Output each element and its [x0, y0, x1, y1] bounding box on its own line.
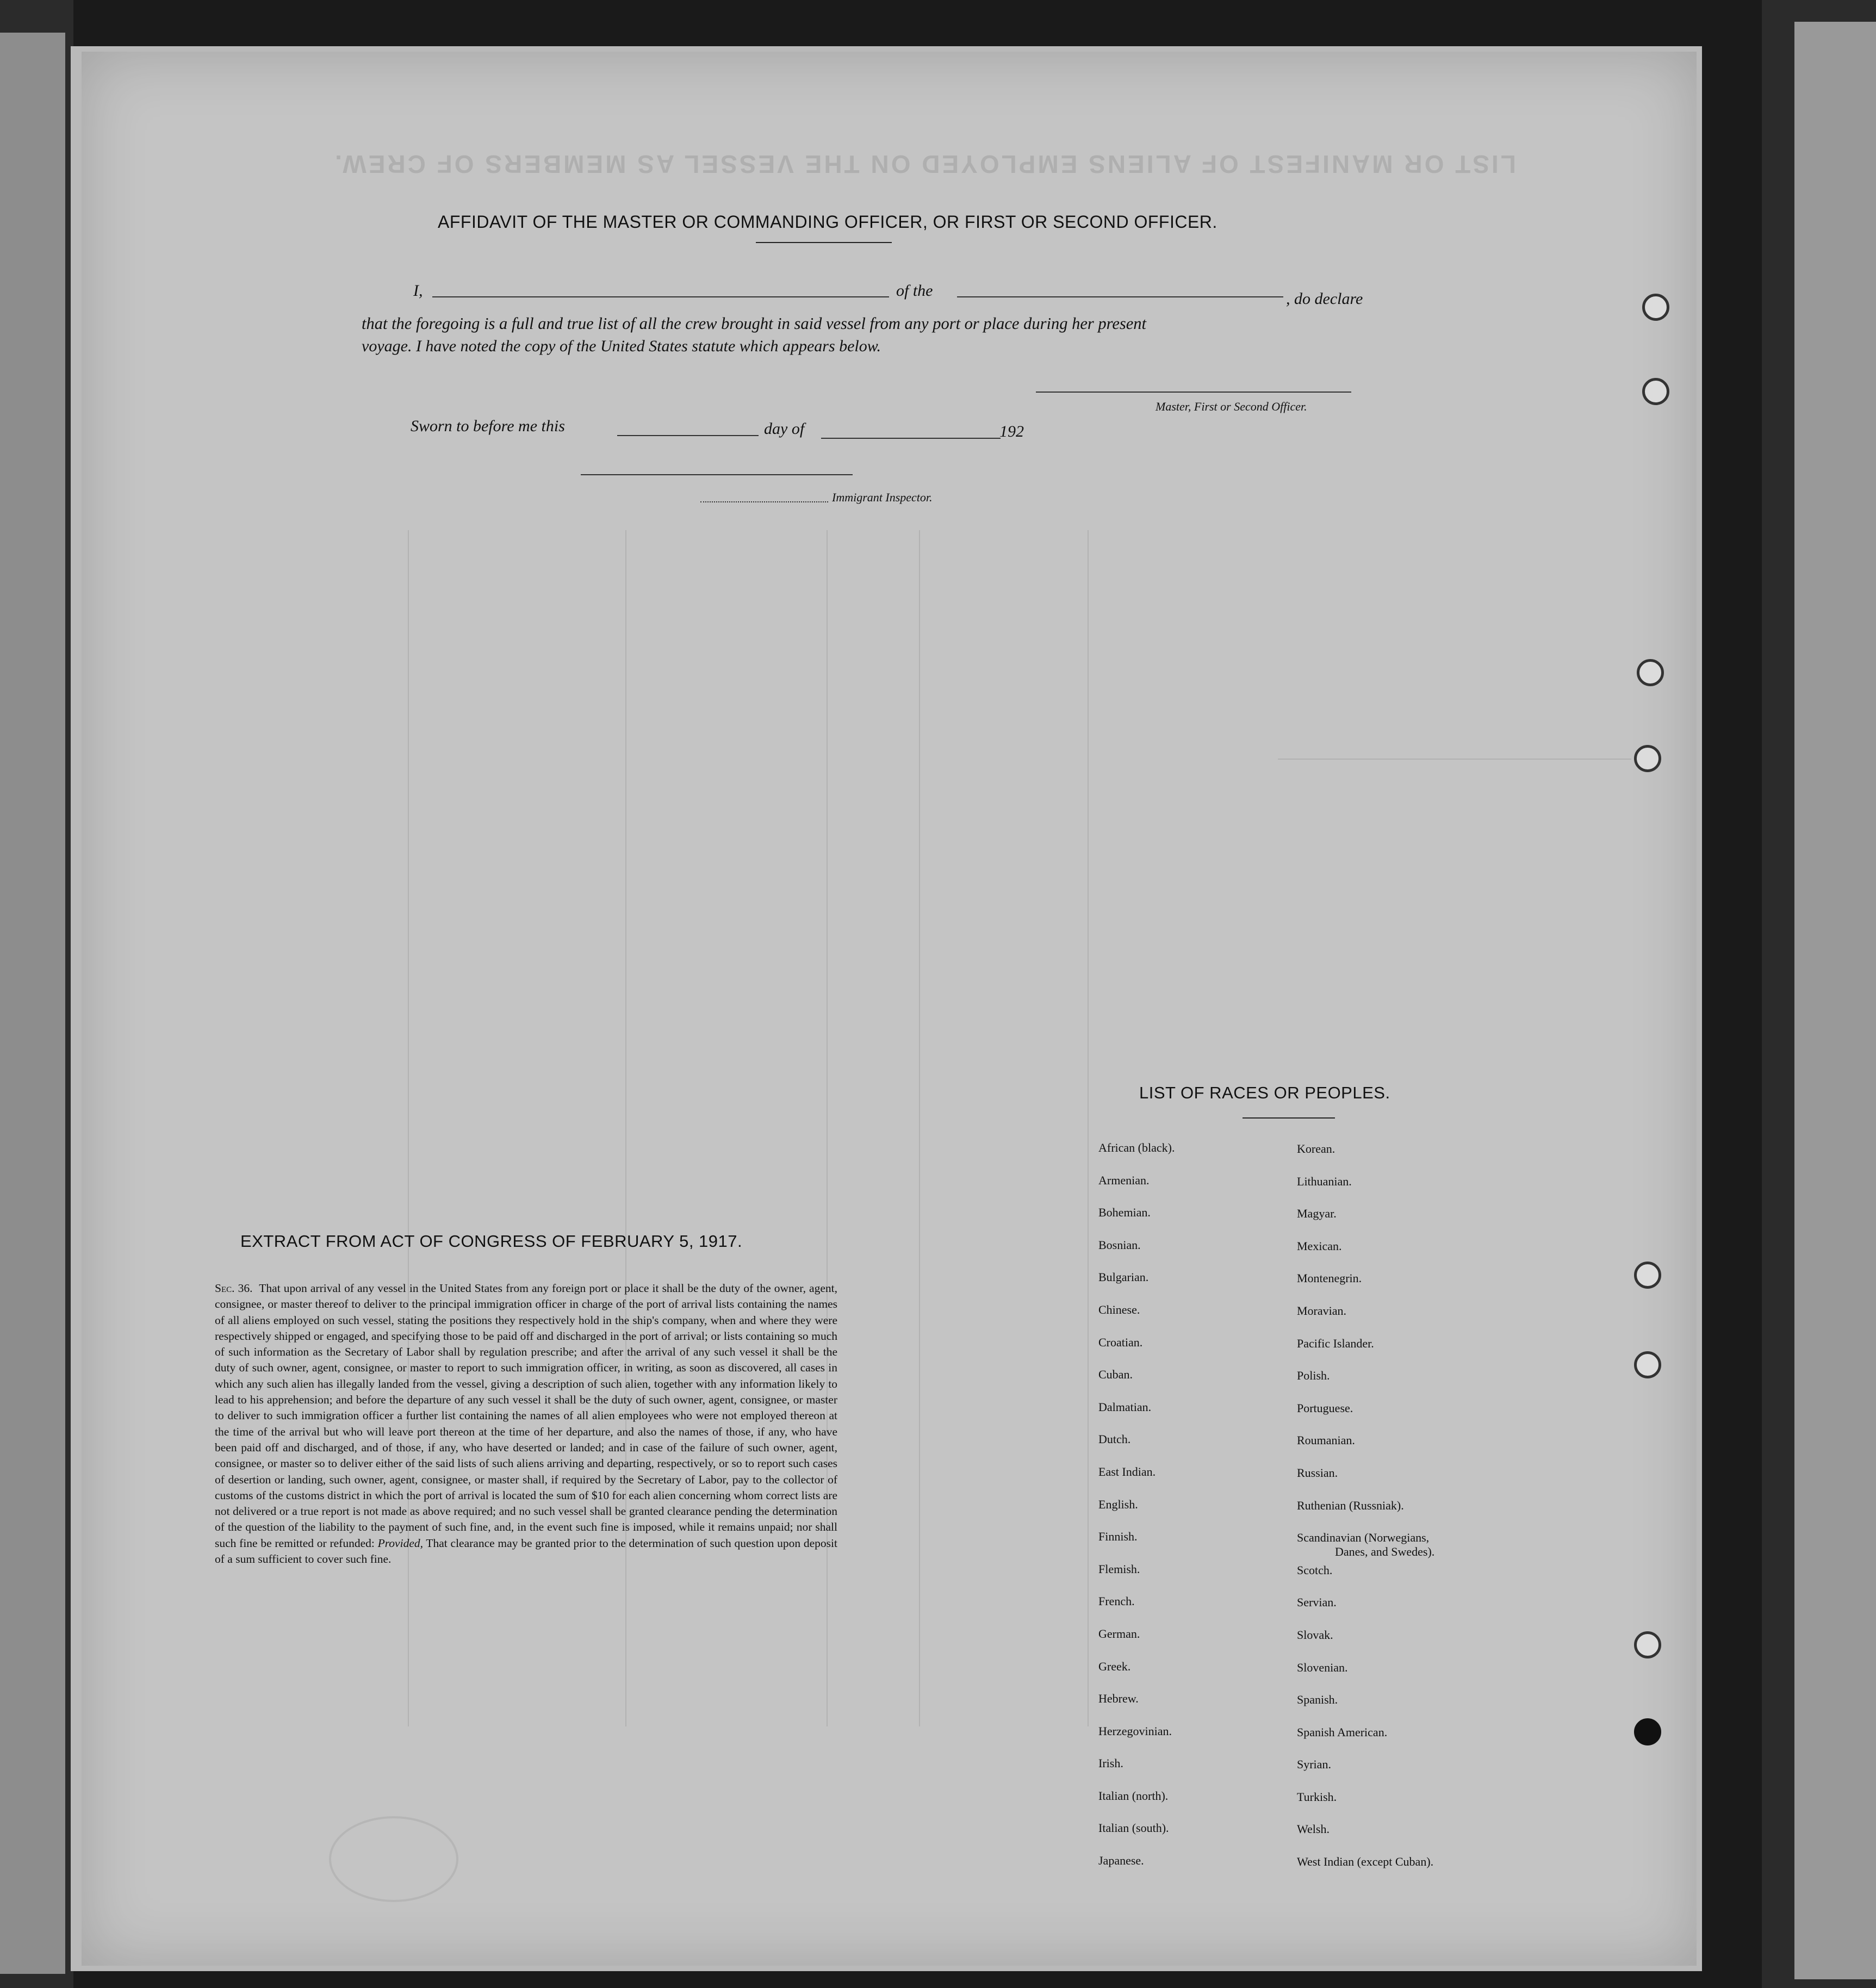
- race-item: Chinese.: [1098, 1302, 1140, 1316]
- statute-body-2: That clearance may be granted prior to the determination of such question upon deposit of a sum sufficient to cover such fine.: [215, 1536, 837, 1566]
- race-item: Hebrew.: [1098, 1692, 1139, 1706]
- bleed-rule: [1088, 530, 1089, 1726]
- race-item: Roumanian.: [1297, 1433, 1355, 1447]
- race-item: Greek.: [1098, 1659, 1131, 1673]
- race-item: Cuban.: [1098, 1368, 1133, 1382]
- races-title: LIST OF RACES OR PEOPLES.: [1139, 1083, 1390, 1102]
- officer-signature-line: [1036, 392, 1351, 393]
- faded-stamp: [329, 1816, 458, 1902]
- race-item: Irish.: [1098, 1756, 1123, 1770]
- sworn-text: Sworn to before me this: [411, 417, 565, 435]
- document-page: [82, 52, 1697, 1966]
- races-list-left: [1098, 1141, 1175, 1886]
- race-item: Welsh.: [1297, 1822, 1330, 1836]
- race-item: Italian (north).: [1098, 1788, 1169, 1803]
- race-item: Bosnian.: [1098, 1238, 1141, 1252]
- binder-hole-icon: [1634, 745, 1661, 772]
- inspector-signature-line: [581, 474, 853, 475]
- race-item: Magyar.: [1297, 1207, 1337, 1221]
- extract-title: EXTRACT FROM ACT OF CONGRESS OF FEBRUARY 5, 1917.: [240, 1232, 743, 1251]
- race-item: French.: [1098, 1594, 1135, 1608]
- race-item: Croatian.: [1098, 1335, 1143, 1349]
- binder-hole-icon: [1642, 294, 1669, 321]
- declarant-prefix: I,: [413, 282, 423, 300]
- race-item: Finnish.: [1098, 1530, 1138, 1544]
- declaration-line-2: that the foregoing is a full and true list of all the crew brought in said vessel from any port or place during her present: [362, 314, 1147, 333]
- year-prefix: 192: [999, 423, 1024, 440]
- race-item: Korean.: [1297, 1142, 1335, 1155]
- race-item: Mexican.: [1297, 1239, 1342, 1253]
- bleed-rule: [1278, 759, 1631, 760]
- race-item: Japanese.: [1098, 1854, 1144, 1868]
- race-item: Italian (south).: [1098, 1821, 1169, 1835]
- binder-hole-icon: [1634, 1718, 1661, 1745]
- race-item: Slovak.: [1297, 1627, 1333, 1642]
- inspector-label: Immigrant Inspector.: [832, 490, 933, 504]
- race-item: Portuguese.: [1297, 1401, 1353, 1415]
- race-item: Russian.: [1297, 1465, 1338, 1480]
- declaration-line-3: voyage. I have noted the copy of the United States statute which appears below.: [362, 337, 881, 355]
- race-item: German.: [1098, 1626, 1140, 1641]
- race-item: Slovenian.: [1297, 1660, 1348, 1674]
- race-item: Scandinavian (Norwegians, Danes, and Swedes).: [1297, 1531, 1435, 1559]
- inspector-name-line: [700, 501, 828, 502]
- day-of-text: day of: [764, 420, 805, 438]
- races-title-underline: [1243, 1117, 1335, 1119]
- race-item: Bohemian.: [1098, 1206, 1151, 1220]
- affidavit-title: AFFIDAVIT OF THE MASTER OR COMMANDING OFFICER, OR FIRST OR SECOND OFFICER.: [438, 212, 1217, 232]
- title-underline: [756, 242, 892, 243]
- binder-hole-icon: [1642, 378, 1669, 405]
- race-item: African (black).: [1098, 1141, 1175, 1154]
- race-item: East Indian.: [1098, 1464, 1156, 1478]
- binder-hole-icon: [1634, 1351, 1661, 1378]
- race-item: Flemish.: [1098, 1562, 1140, 1576]
- do-declare-text: , do declare: [1286, 290, 1363, 308]
- adjacent-page-left: [0, 33, 65, 1974]
- of-the-text: of the: [896, 282, 933, 300]
- race-item: Dalmatian.: [1098, 1400, 1152, 1414]
- race-item: Ruthenian (Russniak).: [1297, 1498, 1404, 1512]
- binder-hole-icon: [1637, 659, 1664, 686]
- bleed-rule: [919, 530, 920, 1726]
- statute-text: [215, 1281, 837, 1567]
- vessel-name-field: [957, 296, 1283, 297]
- race-item: Syrian.: [1297, 1757, 1331, 1772]
- declarant-name-field: [432, 296, 889, 297]
- sworn-month-field: [821, 438, 1001, 439]
- binder-hole-icon: [1634, 1631, 1661, 1658]
- race-item: Spanish.: [1297, 1693, 1338, 1707]
- section-label: Sec. 36.: [215, 1282, 253, 1295]
- race-item: West Indian (except Cuban).: [1297, 1855, 1434, 1869]
- race-item: Scotch.: [1297, 1563, 1333, 1577]
- race-item: Herzegovinian.: [1098, 1724, 1172, 1738]
- race-item: Montenegrin.: [1297, 1271, 1362, 1285]
- binder-hole-icon: [1634, 1262, 1661, 1289]
- race-item: English.: [1098, 1497, 1138, 1511]
- race-item: Bulgarian.: [1098, 1270, 1149, 1284]
- race-item: Spanish American.: [1297, 1725, 1388, 1739]
- race-item: Lithuanian.: [1297, 1174, 1352, 1188]
- statute-body-1: That upon arrival of any vessel in the United States from any foreign port or place it shall be the duty of the owner, agent, consignee, or master thereof to deliver to the principal immigration officer in charge of the port of arrival lists containing the names of all aliens employed on such vessel, stating the positions they respectively hold in the ship's company, when and where they were respectively shipped or engaged, and specifying those to be paid off and discharged in the port of arrival; or lists containing so much of such information as the Secretary of Labor shall by regulation prescribe; and after the arrival of any such vessel it shall be the duty of such owner, agent, consignee, or master to report to such immigration officer, in writing, as soon as discovered, all cases in which any such alien has illegally landed from the vessel, giving a description of such alien, together with any information likely to lead to his apprehension; and before the departure of any such vessel it shall be the duty of such owner, agent, consignee, or master to deliver to such immigration officer a further list containing the names of all alien employees who were not employed thereon at the time of the arrival but who will leave port thereon at the time of her departure, and also the names of those, if any, who have been paid off and discharged, and of those, if any, who have deserted or landed; and in case of the failure of such owner, agent, consignee, or master so to deliver either of the said lists of such aliens arriving and departing, respectively, or so to report such cases of desertion or landing, such owner, agent, consignee, or master shall, if required by the Secretary of Labor, pay to the collector of customs of the customs district in which the port of arrival is located the sum of $10 for each alien concerning whom correct lists are not delivered or a true report is not made as above required; and no such vessel shall be granted clearance pending the determination of the question of the liability to the payment of such fine, and, in the event such fine is imposed, while it remains unpaid; nor shall such fine be remitted or refunded:: [215, 1282, 837, 1550]
- bleed-through-heading: LIST OR MANIFEST OF ALIENS EMPLOYED ON THE VESSEL AS MEMBERS OF CREW.: [333, 150, 1516, 178]
- race-item: Polish.: [1297, 1369, 1330, 1383]
- race-item: Pacific Islander.: [1297, 1336, 1374, 1350]
- officer-signature-label: Master, First or Second Officer.: [1156, 400, 1307, 413]
- provided-term: Provided,: [377, 1536, 423, 1550]
- adjacent-page-right: [1794, 22, 1876, 1979]
- races-list-right: [1297, 1142, 1434, 1887]
- race-item: Turkish.: [1297, 1790, 1337, 1804]
- sworn-day-field: [617, 435, 759, 436]
- race-item: Servian.: [1297, 1595, 1337, 1610]
- race-item: Moravian.: [1297, 1303, 1347, 1318]
- race-item: Dutch.: [1098, 1432, 1131, 1446]
- race-item: Armenian.: [1098, 1173, 1150, 1187]
